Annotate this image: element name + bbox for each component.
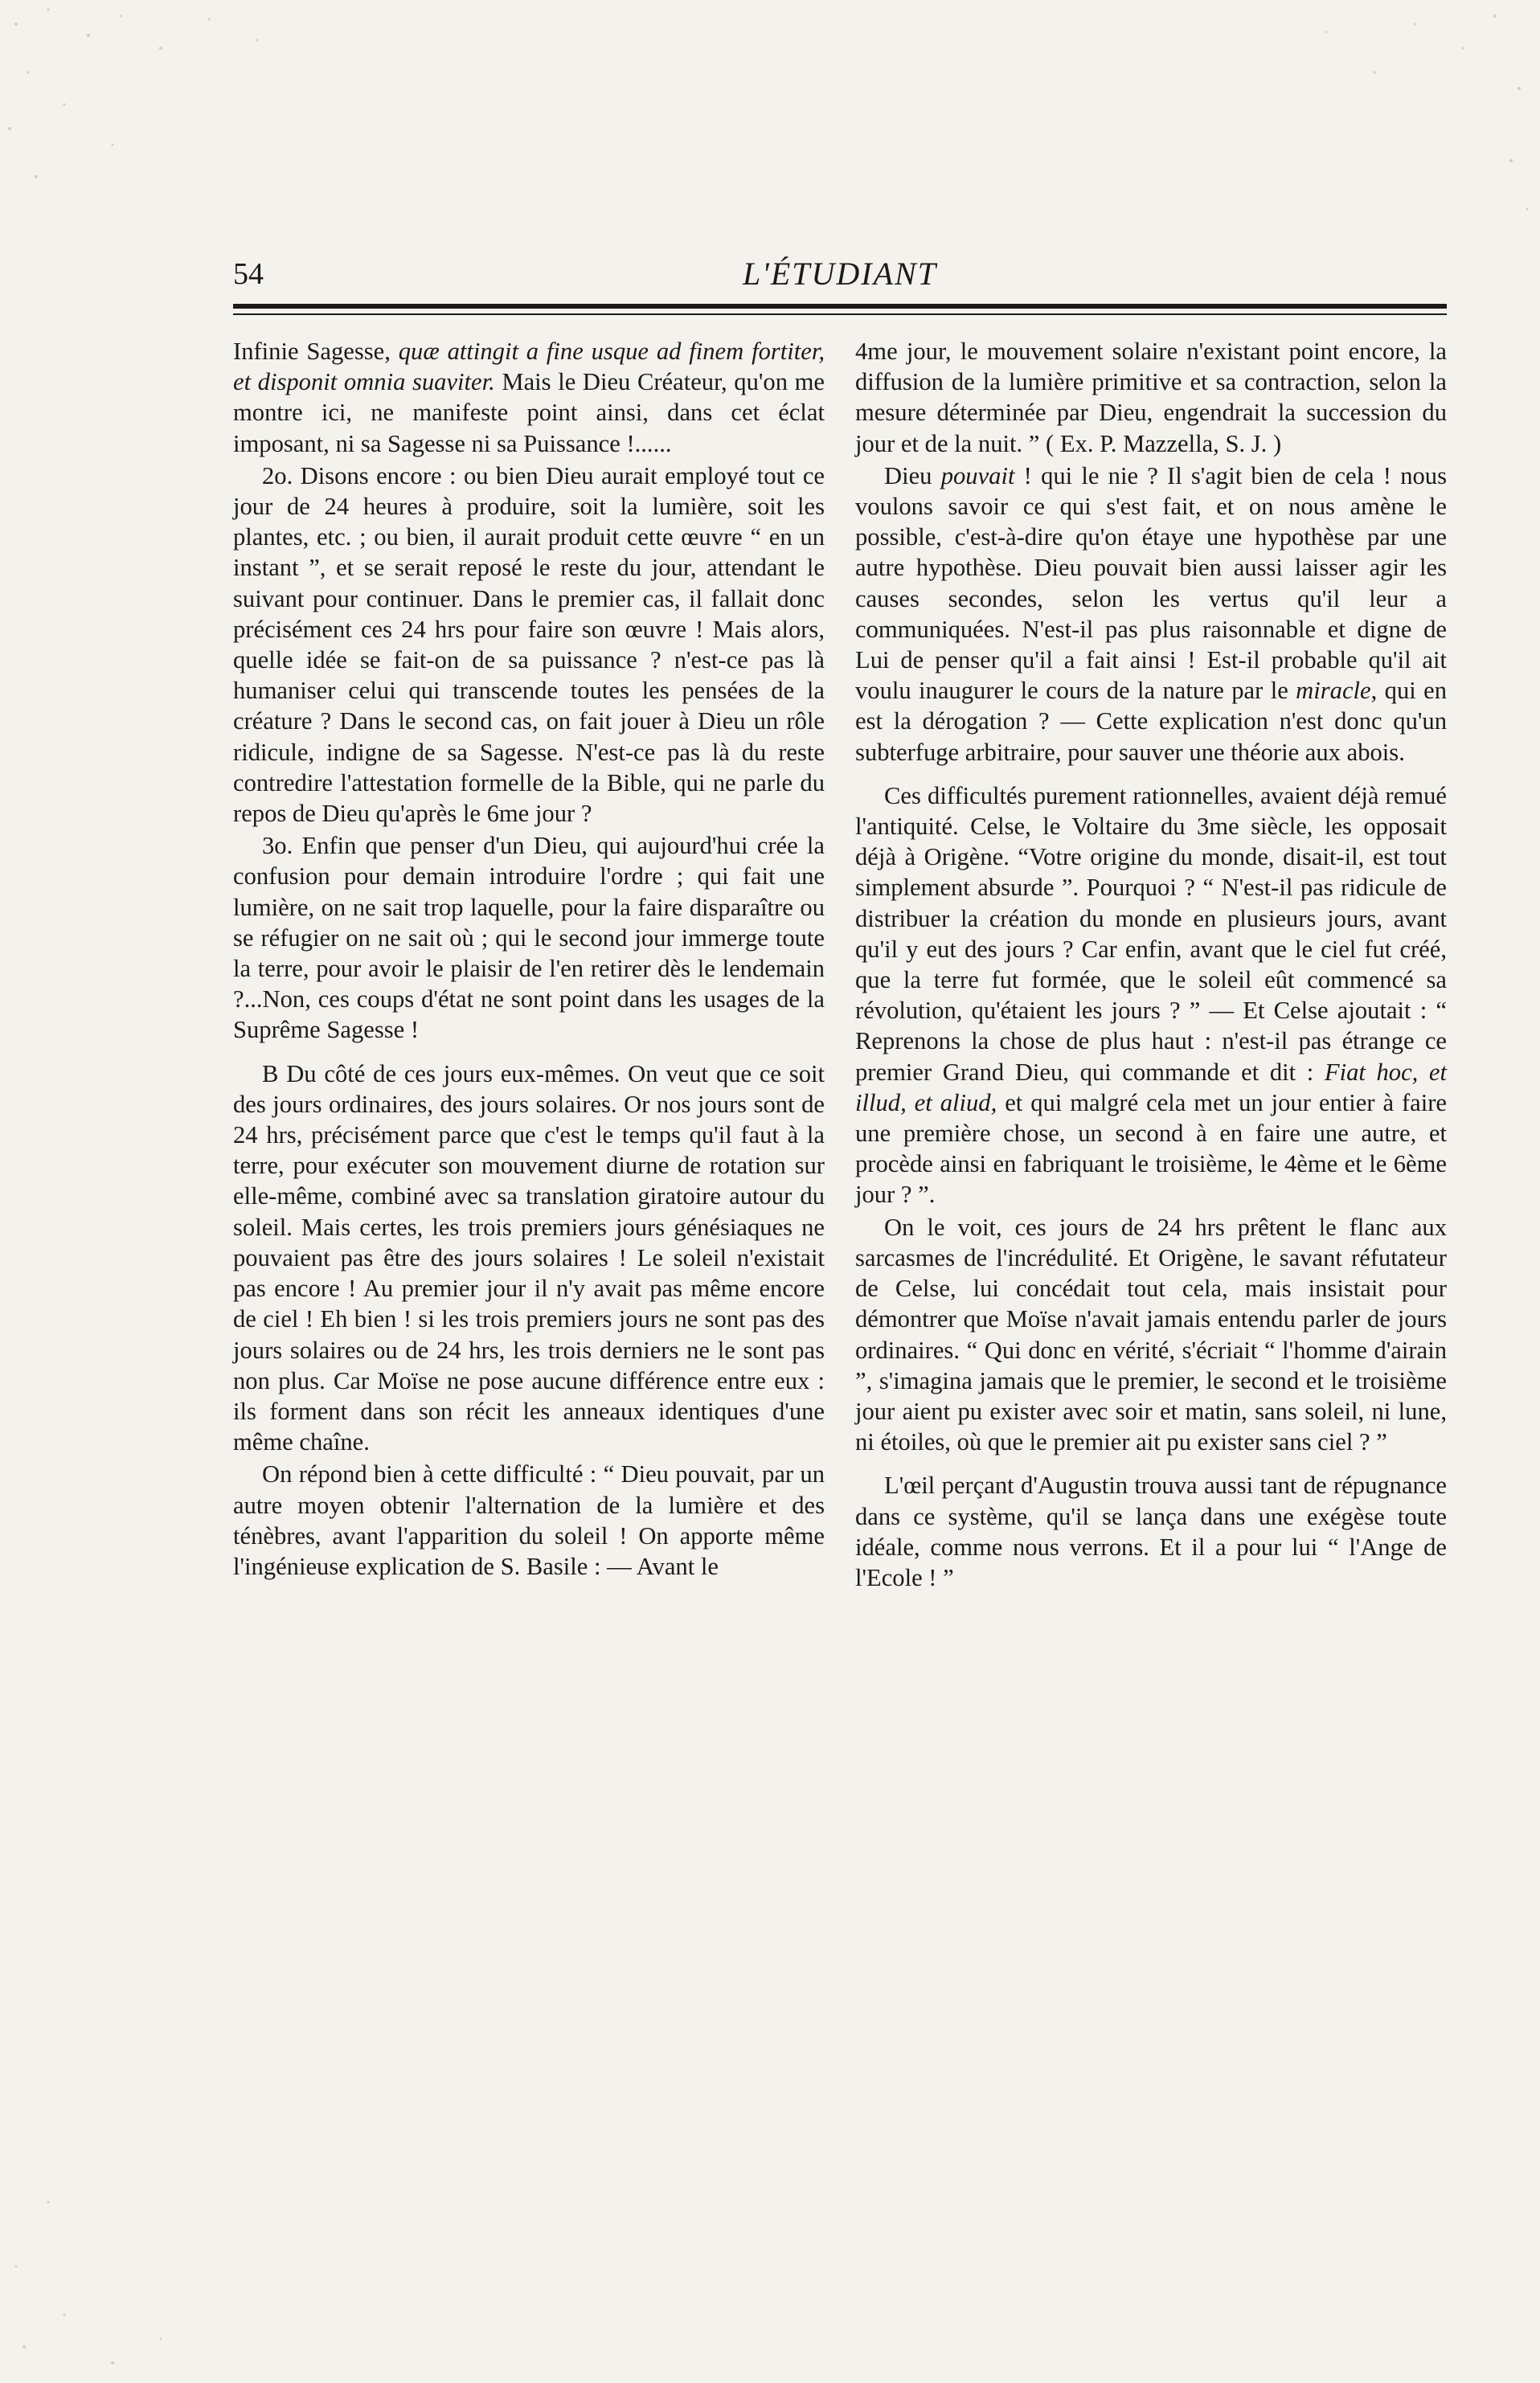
scan-noise-bottom-left [0, 2106, 338, 2383]
right-paragraph-2: Dieu pouvait ! qui le nie ? Il s'agit bien de cela ! nous voulons savoir ce qui s'est fait, et on nous amène le possible, c'est-à-dire qu'on étaye une hypothèse par une autre hypothèse. Dieu pouvait bien aussi laisser agir les causes secondes, selon les vertus qu'il leur a communiquées. N'est-il pas plus raisonnable et digne de Lui de penser qu'il a fait ainsi ! Est-il probable qu'il ait voulu inaugurer le cours de la nature par le miracle, qui en est la dérogation ? — Cette explication n'est donc qu'un subterfuge arbitraire, pour sauver une théorie aux abois. [855, 461, 1447, 766]
page-number: 54 [233, 257, 264, 291]
left-paragraph-2: 2o. Disons encore : ou bien Dieu aurait employé tout ce jour de 24 heures à produire, soit la lumière, soit les plantes, etc. ; ou bien, il aurait produit cette œuvre “ en un instant ”, et se serait reposé le reste du jour, attendant le suivant pour continuer. Dans le premier cas, il fallait donc précisément ces 24 hrs pour faire son œuvre ! Mais alors, quelle idée se fait-on de sa puissance ? n'est-ce pas là humaniser celui qui transcende toutes les pensées de la créature ? Dans le second cas, on fait jouer à Dieu un rôle ridicule, indigne de sa Sagesse. N'est-ce pas là du reste contredire l'attestation formelle de la Bible, qui ne parle du repos de Dieu qu'après le 6me jour ? [233, 461, 825, 828]
left-paragraph-4: B Du côté de ces jours eux-mêmes. On veut que ce soit des jours ordinaires, des jours solaires. Or nos jours sont de 24 hrs, précisément parce que c'est le temps qu'il faut à la terre, pour exécuter son mouvement diurne de rotation sur elle-même, combiné avec sa translation giratoire autour du soleil. Mais certes, les trois premiers jours génésiaques ne pouvaient pas être des jours solaires ! Le soleil n'existait pas encore ! Au premier jour il n'y avait pas même encore de ciel ! Eh bien ! si les trois premiers jours ne sont pas des jours solaires ou de 24 hrs, les trois derniers ne le sont pas non plus. Car Moïse ne pose aucune différence entre eux : ils forment dans son récit les anneaux identiques d'une même chaîne. [233, 1059, 825, 1456]
header-rule-thin [233, 313, 1447, 315]
italic-run: miracle [1296, 677, 1371, 705]
italic-run: quæ attingit a fine usque ad finem fortiter, et disponit omnia suaviter. [233, 338, 825, 396]
header-rule-thick [233, 304, 1447, 309]
italic-run: pouvait [940, 461, 1015, 489]
left-paragraph-3: 3o. Enfin que penser d'un Dieu, qui aujourd'hui crée la confusion pour demain introduire l'ordre ; qui fait une lumière, on ne sait trop laquelle, pour la faire disparaître ou se réfugier on ne sait où ; qui le second jour immerge toute la terre, pour avoir le plaisir de l'en retirer dès le lendemain ?...Non, ces coups d'état ne sont point dans les usages de la Suprême Sagesse ! [233, 832, 825, 1044]
left-paragraph-1: Infinie Sagesse, quæ attingit a fine usque ad finem fortiter, et disponit omnia suaviter. Mais le Dieu Créateur, qu'on me montre ici, ne manifeste point ainsi, dans cet éclat imposant, ni sa Sagesse ni sa Puissance !...... [233, 338, 825, 457]
right-paragraph-1: 4me jour, le mouvement solaire n'existant point encore, la diffusion de la lumière primitive et sa contraction, selon la mesure déterminée par Dieu, engendrait la succession du jour et de la nuit. ” ( Ex. P. Mazzella, S. J. ) [855, 338, 1447, 457]
right-paragraph-5: L'œil perçant d'Augustin trouva aussi tant de répugnance dans ce système, qu'il se lança dans une exégèse toute idéale, comme nous verrons. Et il a pour lui “ l'Ange de l'Ecole ! ” [855, 1472, 1447, 1591]
right-paragraph-3: Ces difficultés purement rationnelles, avaient déjà remué l'antiquité. Celse, le Voltaire du 3me siècle, les opposait déjà à Origène. “Votre origine du monde, disait-il, est tout simplement absurde ”. Pourquoi ? “ N'est-il pas ridicule de distribuer la création du monde en plusieurs jours, avant qu'il y eut des jours ? Car enfin, avant que le ciel fut créé, que la terre fut formée, que le soleil eût commencé sa révolution, qu'étaient les jours ? ” — Et Celse ajoutait : “ Reprenons la chose de plus haut : n'est-il pas étrange ce premier Grand Dieu, qui commande et dit : Fiat hoc, et illud, et aliud, et qui malgré cela met un jour entier à faire une première chose, un second à en faire une autre, et procède ainsi en fabriquant le troisième, le 4ème et le 6ème jour ? ”. [855, 781, 1448, 1209]
left-column [233, 336, 825, 1582]
running-title: L'ÉTUDIANT [743, 256, 937, 292]
italic-run: Fiat hoc, et illud, et aliud, [855, 1058, 1448, 1116]
scan-noise-top-right [1254, 0, 1540, 257]
page-header [233, 256, 1447, 296]
right-column [855, 336, 1447, 1593]
right-paragraph-4: On le voit, ces jours de 24 hrs prêtent le flanc aux sarcasmes de l'incrédulité. Et Origène, le savant réfutateur de Celse, lui concédait tout cela, mais insistait pour démontrer que Moïse n'avait jamais entendu parler de jours ordinaires. “ Qui donc en vérité, s'écriait “ l'homme d'airain ”, s'imagina jamais que le premier, le second et le troisième jour aient pu exister avec soir et matin, sans soleil, ni lune, ni étoiles, où que le premier ait pu exister sans ciel ? ” [855, 1213, 1447, 1456]
scan-noise-top-left [0, 0, 338, 257]
left-paragraph-5: On répond bien à cette difficulté : “ Dieu pouvait, par un autre moyen obtenir l'alternation de la lumière et des ténèbres, avant l'apparition du soleil ! On apporte même l'ingénieuse explication de S. Basile : — Avant le [233, 1460, 825, 1580]
